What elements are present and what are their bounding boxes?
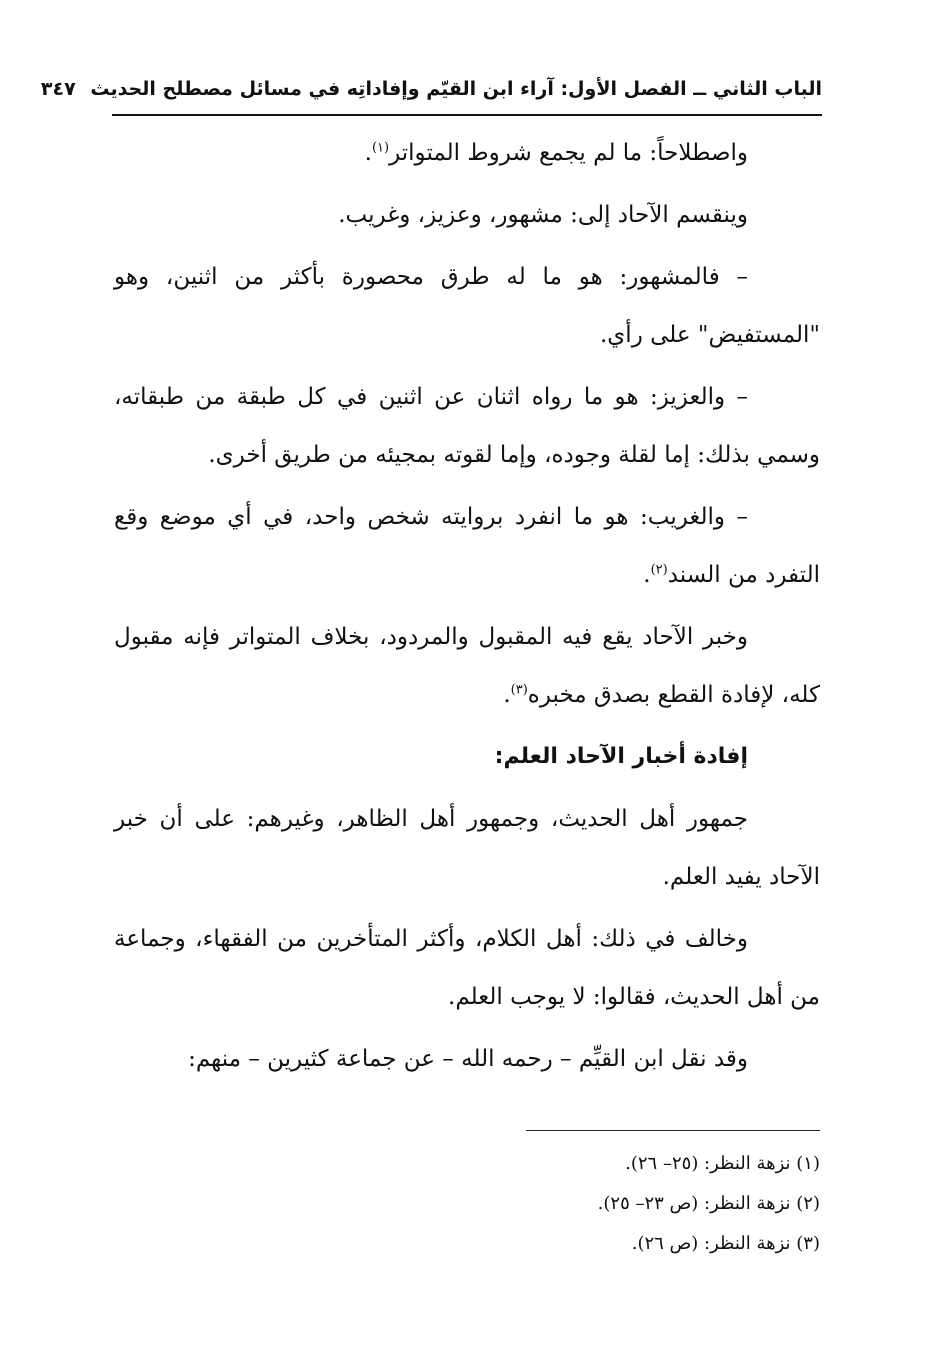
paragraph-text: وخبر الآحاد يقع فيه المقبول والمردود، بخلاف المتواتر فإنه مقبول كله، لإفادة القطع بصدق مخبره [114,624,820,708]
footnote-ref-2: (٢) [650,562,668,578]
paragraph-ahad-status [114,608,820,724]
paragraph-gharib [114,488,820,604]
paragraph-majority-view: جمهور أهل الحديث، وجمهور أهل الظاهر، وغيرهم: على أن خبر الآحاد يفيد العلم. [114,806,820,890]
running-header [40,72,822,116]
page-number: ٣٤٧ [40,78,76,100]
paragraph-end: . [364,140,372,166]
paragraph-mashhur: – فالمشهور: هو ما له طرق محصورة بأكثر من اثنين، وهو "المستفيض" على رأي. [114,264,820,348]
main-text [114,124,820,1088]
paragraph-text: واصطلاحاً: ما لم يجمع شروط المتواتر [389,140,748,166]
paragraph-end: . [503,682,511,708]
footnote-ref-1: (١) [371,140,390,156]
footnote-3: (٣) نزهة النظر: (ص ٢٦). [631,1233,820,1254]
footnotes [114,1144,820,1264]
footnote-2: (٢) نزهة النظر: (ص ٢٣– ٢٥). [597,1193,820,1214]
paragraph-aziz: – والعزيز: هو ما رواه اثنان عن اثنين في كل طبقة من طبقاته، وسمي بذلك: إما لقلة وجوده، وإما لقوته بمجيئه من طريق أخرى. [114,384,820,468]
paragraph-division: وينقسم الآحاد إلى: مشهور، وعزيز، وغريب. [338,202,748,228]
paragraph-opposing-view: وخالف في ذلك: أهل الكلام، وأكثر المتأخرين من الفقهاء، وجماعة من أهل الحديث، فقالوا: لا يوجب العلم. [114,926,820,1010]
footnote-ref-3: (٣) [510,682,528,698]
paragraph-ibn-qayyim: وقد نقل ابن القيِّم – رحمه الله – عن جماعة كثيرين – منهم: [188,1046,748,1072]
paragraph-text: – والغريب: هو ما انفرد بروايته شخص واحد، في أي موضع وقع التفرد من السند [114,504,820,588]
footnote-1: (١) نزهة النظر: (٢٥– ٢٦). [625,1153,820,1174]
footnote-divider [526,1130,820,1131]
paragraph-end: . [643,562,651,588]
section-heading: إفادة أخبار الآحاد العلم: [494,744,748,769]
paragraph-definition [114,124,820,182]
header-title: الباب الثاني ــ الفصل الأول: آراء ابن القيّم وإفاداتِه في مسائل مصطلح الحديث [90,78,822,100]
